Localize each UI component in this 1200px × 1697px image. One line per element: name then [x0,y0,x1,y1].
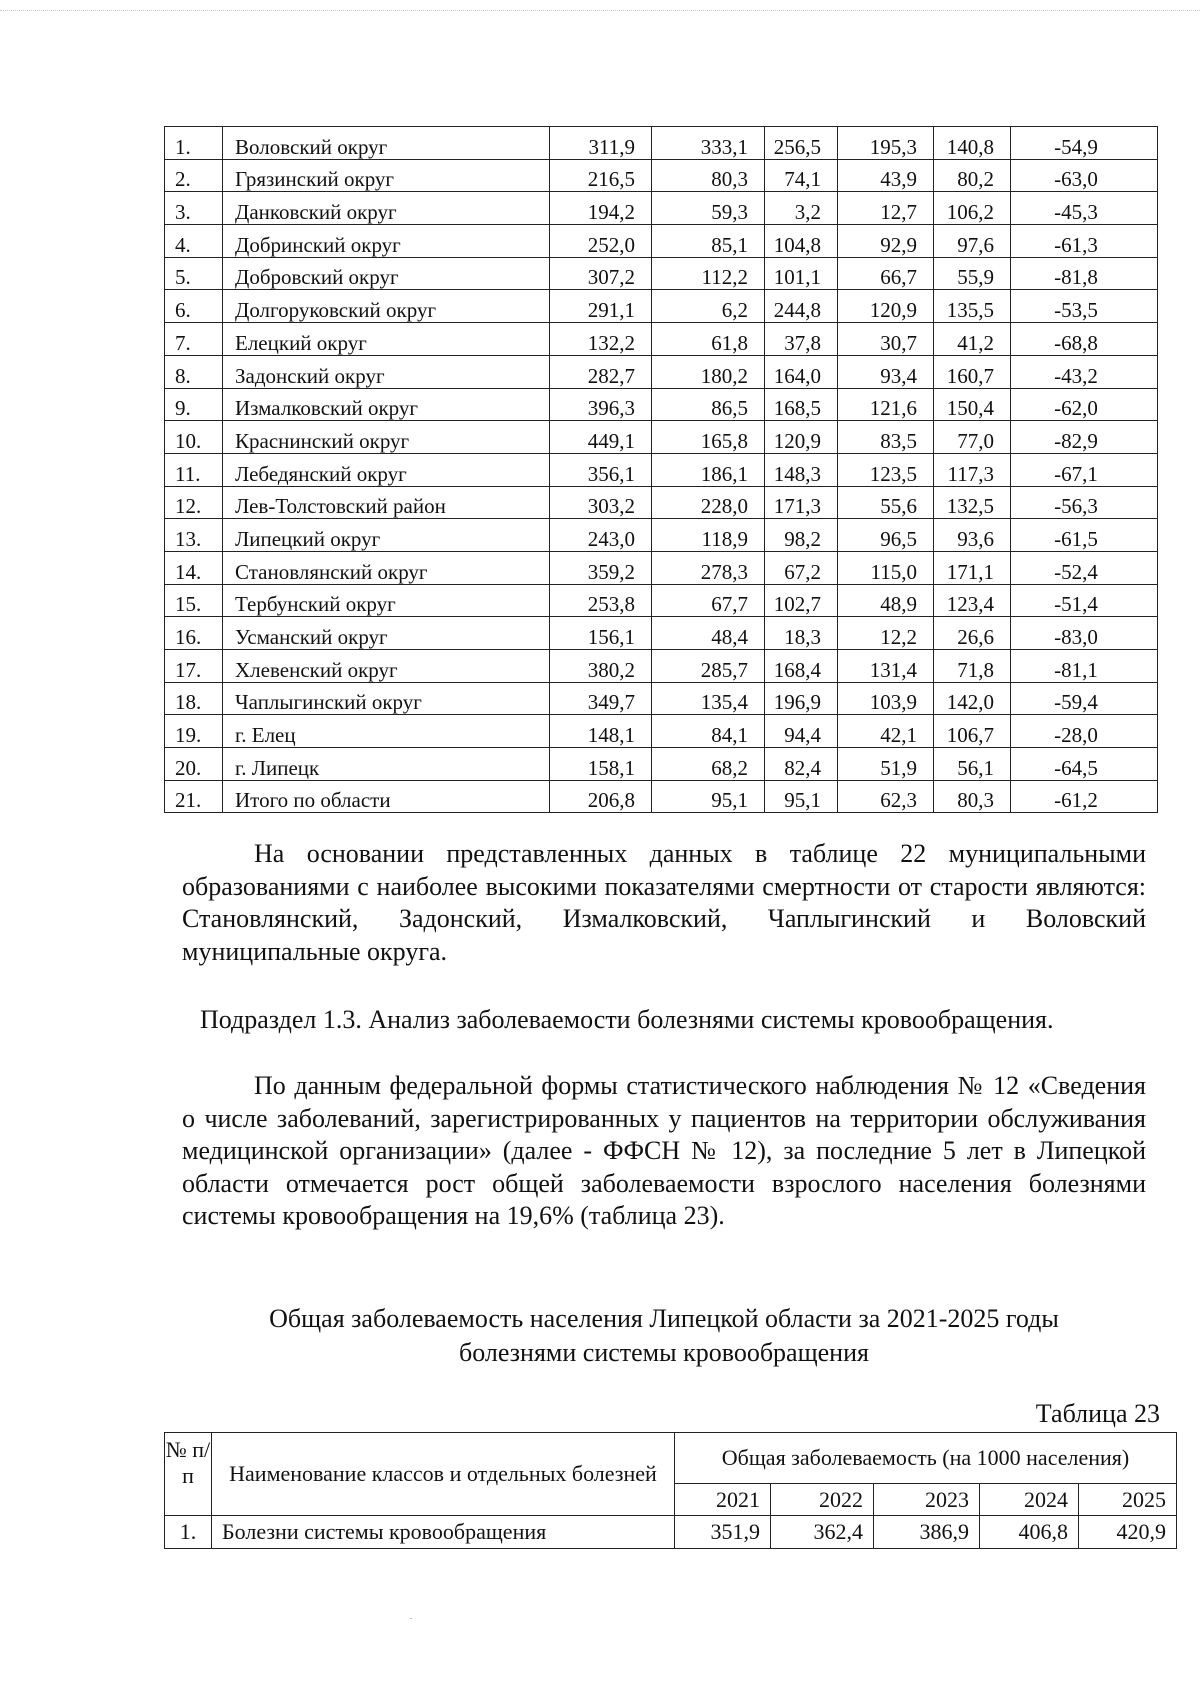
district-name: Елецкий округ [223,323,550,356]
value-cell: 98,2 [765,519,838,552]
value-cell: -68,8 [1011,323,1158,356]
district-name: Данковский округ [223,192,550,225]
value-cell: -62,0 [1011,388,1158,421]
value-cell: 194,2 [550,192,652,225]
value-cell: 195,3 [838,127,934,160]
value-cell: 142,0 [934,682,1011,715]
row-number: 4. [165,225,223,258]
page-top-border [0,10,1200,11]
value-cell: 121,6 [838,388,934,421]
table-row [165,551,1158,584]
row-number: 21. [165,780,223,813]
row-number: 8. [165,355,223,388]
value-cell: 41,2 [934,323,1011,356]
value-cell: 104,8 [765,225,838,258]
value-cell: 278,3 [652,551,765,584]
row-number: 1. [165,1516,212,1549]
value-cell: 37,8 [765,323,838,356]
table-row [165,519,1158,552]
row-number: 6. [165,290,223,323]
row-number: 9. [165,388,223,421]
value-cell: 349,7 [550,682,652,715]
value-cell: -63,0 [1011,159,1158,192]
value-cell: 62,3 [838,780,934,813]
district-name: Чаплыгинский округ [223,682,550,715]
value-cell: 95,1 [765,780,838,813]
value-cell: 80,3 [652,159,765,192]
value-cell: 80,3 [934,780,1011,813]
table-row [165,780,1158,813]
value-cell: 67,2 [765,551,838,584]
value-cell: 86,5 [652,388,765,421]
value-cell: 303,2 [550,486,652,519]
value-cell: 83,5 [838,421,934,454]
value-cell: 85,1 [652,225,765,258]
value-cell: 95,1 [652,780,765,813]
value-cell: 135,4 [652,682,765,715]
district-name: Усманский округ [223,617,550,650]
value-cell: 12,2 [838,617,934,650]
table-row [165,257,1158,290]
table-row [165,715,1158,748]
value-cell: 56,1 [934,748,1011,781]
value-cell: 285,7 [652,650,765,683]
value-cell: 165,8 [652,421,765,454]
value-cell: -83,0 [1011,617,1158,650]
table-row [165,486,1158,519]
value-cell: -67,1 [1011,453,1158,486]
district-name: Краснинский округ [223,421,550,454]
district-name: Грязинский округ [223,159,550,192]
row-number: 19. [165,715,223,748]
value-cell: -81,8 [1011,257,1158,290]
value-cell: 196,9 [765,682,838,715]
value-cell: -61,3 [1011,225,1158,258]
header-name: Наименование классов и отдельных болезней [212,1433,675,1516]
value-cell: 359,2 [550,551,652,584]
value-cell: 244,8 [765,290,838,323]
district-name: Добринский округ [223,225,550,258]
value-cell: 117,3 [934,453,1011,486]
district-name: Становлянский округ [223,551,550,584]
table-row [165,159,1158,192]
value-cell: 67,7 [652,584,765,617]
value-cell: 168,5 [765,388,838,421]
value-cell: 150,4 [934,388,1011,421]
table-row [165,682,1158,715]
value-cell: 333,1 [652,127,765,160]
table-row [165,453,1158,486]
value-cell: 148,1 [550,715,652,748]
row-number: 13. [165,519,223,552]
district-name: Измалковский округ [223,388,550,421]
value-cell: -61,2 [1011,780,1158,813]
district-name: Добровский округ [223,257,550,290]
value-cell: 362,4 [771,1516,874,1549]
table-row [165,225,1158,258]
value-cell: 140,8 [934,127,1011,160]
value-cell: -59,4 [1011,682,1158,715]
value-cell: 48,4 [652,617,765,650]
row-number: 2. [165,159,223,192]
value-cell: 115,0 [838,551,934,584]
value-cell: 42,1 [838,715,934,748]
value-cell: 68,2 [652,748,765,781]
paragraph-conclusion: На основании представленных данных в таблице 22 муниципальными образованиями с наиболее высокими показателями смертности от старости являются: Становлянский, Задонский, Измалковский, Чаплыгинский и Воловский муниципальные округа. [182,839,1146,966]
value-cell: 252,0 [550,225,652,258]
value-cell: 18,3 [765,617,838,650]
header-year: 2025 [1079,1484,1177,1516]
table-row [165,617,1158,650]
paragraph-statistics: По данным федеральной формы статистического наблюдения № 12 «Сведения о числе заболеваний, зарегистрированных у пациентов на территории обслуживания медицинской организации» (далее - ФФСН № 12), за последние 5 лет в Липецкой области отмечается рост общей заболеваемости взрослого населения болезнями системы кровообращения на 19,6% (таблица 23). [182,1071,1146,1230]
value-cell: 66,7 [838,257,934,290]
value-cell: 164,0 [765,355,838,388]
value-cell: 118,9 [652,519,765,552]
value-cell: 158,1 [550,748,652,781]
value-cell: 55,9 [934,257,1011,290]
value-cell: 106,7 [934,715,1011,748]
district-name: г. Липецк [223,748,550,781]
row-number: 16. [165,617,223,650]
district-name: Задонский округ [223,355,550,388]
header-year: 2022 [771,1484,874,1516]
disease-class-name: Болезни системы кровообращения [212,1516,675,1549]
value-cell: 93,6 [934,519,1011,552]
value-cell: 74,1 [765,159,838,192]
value-cell: 131,4 [838,650,934,683]
value-cell: 123,4 [934,584,1011,617]
value-cell: 6,2 [652,290,765,323]
district-name: Липецкий округ [223,519,550,552]
value-cell: 420,9 [1079,1516,1177,1549]
value-cell: 216,5 [550,159,652,192]
table-row [165,584,1158,617]
row-number: 20. [165,748,223,781]
subsection-title: Подраздел 1.3. Анализ заболеваемости болезнями системы кровообращения. [200,1005,1054,1034]
table-row [165,290,1158,323]
value-cell: 102,7 [765,584,838,617]
value-cell: 26,6 [934,617,1011,650]
value-cell: -51,4 [1011,584,1158,617]
table-row [165,421,1158,454]
district-name: Итого по области [223,780,550,813]
value-cell: 59,3 [652,192,765,225]
morbidity-table [164,1432,1177,1549]
value-cell: 148,3 [765,453,838,486]
value-cell: 206,8 [550,780,652,813]
value-cell: 80,2 [934,159,1011,192]
row-number: 7. [165,323,223,356]
header-year: 2021 [675,1484,771,1516]
value-cell: 132,2 [550,323,652,356]
row-number: 15. [165,584,223,617]
value-cell: 48,9 [838,584,934,617]
district-name: Воловский округ [223,127,550,160]
value-cell: 120,9 [838,290,934,323]
row-number: 10. [165,421,223,454]
value-cell: 307,2 [550,257,652,290]
value-cell: 180,2 [652,355,765,388]
value-cell: 92,9 [838,225,934,258]
table23-caption-line1: Общая заболеваемость населения Липецкой области за 2021-2025 годы [269,1304,1059,1333]
value-cell: 168,4 [765,650,838,683]
value-cell: 228,0 [652,486,765,519]
value-cell: 96,5 [838,519,934,552]
row-number: 11. [165,453,223,486]
table-row [165,650,1158,683]
value-cell: 171,3 [765,486,838,519]
value-cell: 311,9 [550,127,652,160]
row-number: 14. [165,551,223,584]
header-year: 2023 [874,1484,980,1516]
value-cell: 186,1 [652,453,765,486]
value-cell: 84,1 [652,715,765,748]
row-number: 1. [165,127,223,160]
scan-speck [410,1618,412,1619]
value-cell: 120,9 [765,421,838,454]
value-cell: 406,8 [980,1516,1079,1549]
row-number: 12. [165,486,223,519]
district-name: г. Елец [223,715,550,748]
value-cell: 356,1 [550,453,652,486]
value-cell: -56,3 [1011,486,1158,519]
value-cell: 93,4 [838,355,934,388]
value-cell: 123,5 [838,453,934,486]
table-row [165,748,1158,781]
value-cell: 156,1 [550,617,652,650]
value-cell: 380,2 [550,650,652,683]
value-cell: 71,8 [934,650,1011,683]
value-cell: 243,0 [550,519,652,552]
value-cell: 135,5 [934,290,1011,323]
value-cell: 77,0 [934,421,1011,454]
value-cell: 12,7 [838,192,934,225]
row-number: 18. [165,682,223,715]
value-cell: -45,3 [1011,192,1158,225]
value-cell: 30,7 [838,323,934,356]
value-cell: -61,5 [1011,519,1158,552]
value-cell: 94,4 [765,715,838,748]
value-cell: 103,9 [838,682,934,715]
table-row [165,323,1158,356]
header-year: 2024 [980,1484,1079,1516]
value-cell: 256,5 [765,127,838,160]
value-cell: 160,7 [934,355,1011,388]
value-cell: 396,3 [550,388,652,421]
value-cell: 97,6 [934,225,1011,258]
value-cell: 253,8 [550,584,652,617]
row-number: 3. [165,192,223,225]
district-name: Лебедянский округ [223,453,550,486]
value-cell: 51,9 [838,748,934,781]
value-cell: -64,5 [1011,748,1158,781]
value-cell: 282,7 [550,355,652,388]
value-cell: 55,6 [838,486,934,519]
value-cell: -28,0 [1011,715,1158,748]
header-group: Общая заболеваемость (на 1000 населения) [675,1433,1177,1484]
value-cell: 351,9 [675,1516,771,1549]
district-name: Лев-Толстовский район [223,486,550,519]
table23-caption-line2: болезнями системы кровообращения [459,1338,869,1367]
value-cell: -43,2 [1011,355,1158,388]
table-row [165,192,1158,225]
value-cell: 171,1 [934,551,1011,584]
district-name: Долгоруковский округ [223,290,550,323]
mortality-table [164,126,1158,813]
row-number: 17. [165,650,223,683]
value-cell: 3,2 [765,192,838,225]
value-cell: 106,2 [934,192,1011,225]
table-row [165,355,1158,388]
value-cell: 101,1 [765,257,838,290]
value-cell: 82,4 [765,748,838,781]
district-name: Хлевенский округ [223,650,550,683]
table-row [165,388,1158,421]
value-cell: -81,1 [1011,650,1158,683]
table-row [165,1516,1177,1549]
value-cell: 61,8 [652,323,765,356]
value-cell: -52,4 [1011,551,1158,584]
value-cell: 132,5 [934,486,1011,519]
value-cell: 449,1 [550,421,652,454]
table23-header-row [165,1433,1177,1484]
value-cell: -82,9 [1011,421,1158,454]
district-name: Тербунский округ [223,584,550,617]
value-cell: 291,1 [550,290,652,323]
value-cell: 43,9 [838,159,934,192]
value-cell: -54,9 [1011,127,1158,160]
header-number: № п/п [165,1433,212,1516]
table23-number: Таблица 23 [1035,1399,1160,1428]
value-cell: -53,5 [1011,290,1158,323]
row-number: 5. [165,257,223,290]
value-cell: 386,9 [874,1516,980,1549]
table-row [165,127,1158,160]
value-cell: 112,2 [652,257,765,290]
